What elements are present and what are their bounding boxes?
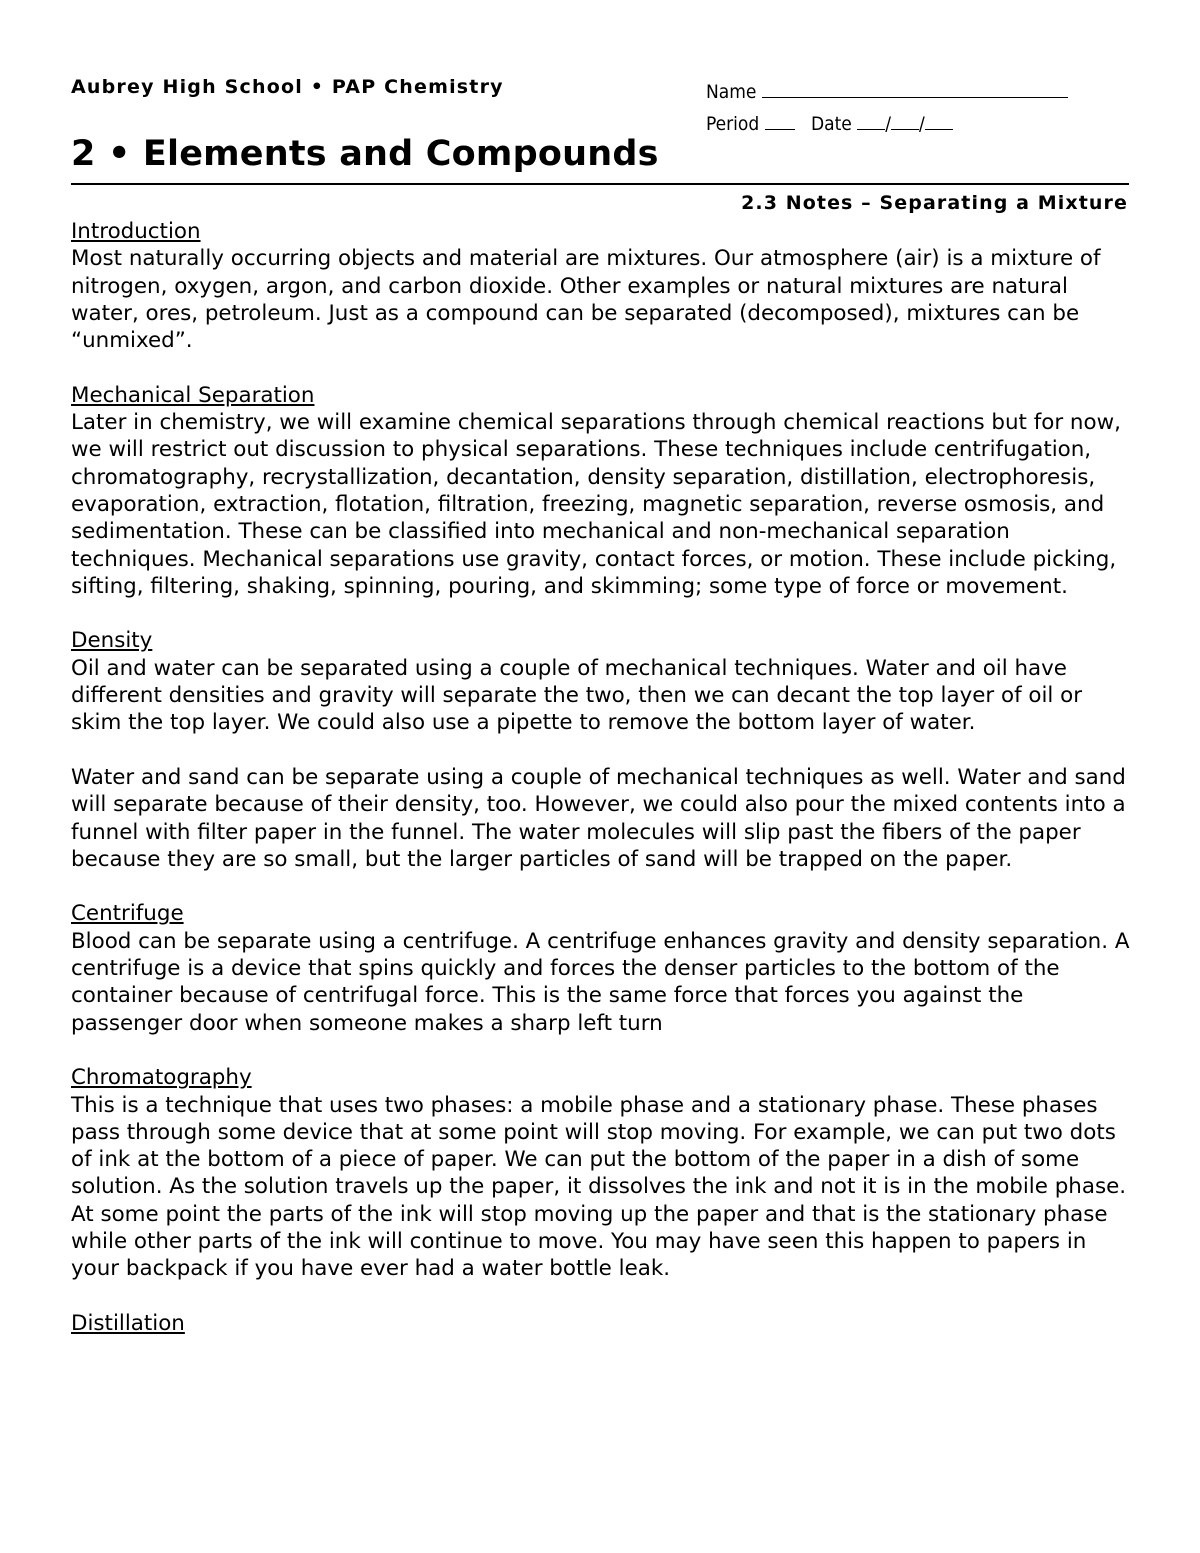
period-label: Period	[706, 113, 760, 135]
title-rule	[71, 183, 1129, 185]
name-label: Name	[706, 81, 757, 103]
paragraph-centrifuge: Blood can be separate using a centrifuge. A centrifuge enhances gravity and density separation. A centrifuge is a device that spins quickly and forces the denser particles to the bottom of the container because of centrifugal force. This is the same force that forces you against the passenger door when someone makes a sharp left turn	[71, 928, 1130, 1036]
school-course-header: Aubrey High School • PAP Chemistry	[71, 76, 504, 98]
heading-introduction: Introduction	[71, 219, 201, 244]
heading-density: Density	[71, 628, 153, 654]
date-day-blank[interactable]	[891, 113, 919, 130]
date-month-blank[interactable]	[857, 113, 885, 130]
heading-chromatography: Chromatography	[71, 1065, 252, 1091]
paragraph-chromatography: This is a technique that uses two phases: a mobile phase and a stationary phase. These phases pass through some device that at some point will stop moving. For example, we can put two dots of ink at the bottom of a piece of paper. We can put the bottom of the paper in a dish of some solution. As the solution travels up the paper, it dissolves the ink and not it is in the mobile phase. At some point the parts of the ink will stop moving up the paper and that is the stationary phase while other parts of the ink will continue to move. You may have seen this happen to papers in your backpack if you have ever had a water bottle leak.	[71, 1092, 1127, 1282]
date-separator: /	[919, 113, 925, 135]
student-info-block	[706, 76, 1068, 140]
heading-mechanical-separation: Mechanical Separation	[71, 382, 315, 408]
heading-distillation: Distillation	[71, 1310, 185, 1336]
date-label: Date	[810, 113, 852, 135]
notes-body	[71, 218, 1136, 1337]
paragraph-density-oil-water: Oil and water can be separated using a couple of mechanical techniques. Water and oil have different densities and gravity will separate the two, then we can decant the top layer of oil or skim the top layer. We could also use a pipette to remove the bottom layer of water.	[71, 655, 1083, 736]
date-separator: /	[885, 113, 892, 135]
heading-centrifuge: Centrifuge	[71, 901, 184, 927]
period-date-line	[706, 108, 1068, 140]
paragraph-introduction: Most naturally occurring objects and material are mixtures. Our atmosphere (air) is a mixture of nitrogen, oxygen, argon, and carbon dioxide. Other examples or natural mixtures are natural water, ores, petroleum. Just as a compound can be separated (decomposed), mixtures can be “unmixed”.	[71, 246, 1101, 354]
paragraph-mechanical-separation: Later in chemistry, we will examine chemical separations through chemical reactions but for now, we will restrict out discussion to physical separations. These techniques include centrifugation, chromatography, recrystallization, decantation, density separation, distillation, electrophoresis, evaporation, extraction, flotation, filtration, freezing, magnetic separation, reverse osmosis, and sedimentation. These can be classified into mechanical and non-mechanical separation techniques. Mechanical separations use gravity, contact forces, or motion. These include picking, sifting, filtering, shaking, spinning, pouring, and skimming; some type of force or movement.	[71, 410, 1121, 599]
period-blank[interactable]	[765, 113, 795, 130]
name-line	[706, 76, 1068, 108]
paragraph-density-sand-water: Water and sand can be separate using a couple of mechanical techniques as well. Water and sand will separate because of their density, too. However, we could also pour the mixed contents into a funnel with filter paper in the funnel. The water molecules will slip past the fibers of the paper because they are so small, but the larger particles of sand will be trapped on the paper.	[71, 764, 1126, 872]
chapter-title: 2 • Elements and Compounds	[71, 134, 659, 174]
name-blank[interactable]	[762, 81, 1068, 98]
date-year-blank[interactable]	[925, 113, 953, 130]
section-title: 2.3 Notes – Separating a Mixture	[741, 192, 1128, 214]
